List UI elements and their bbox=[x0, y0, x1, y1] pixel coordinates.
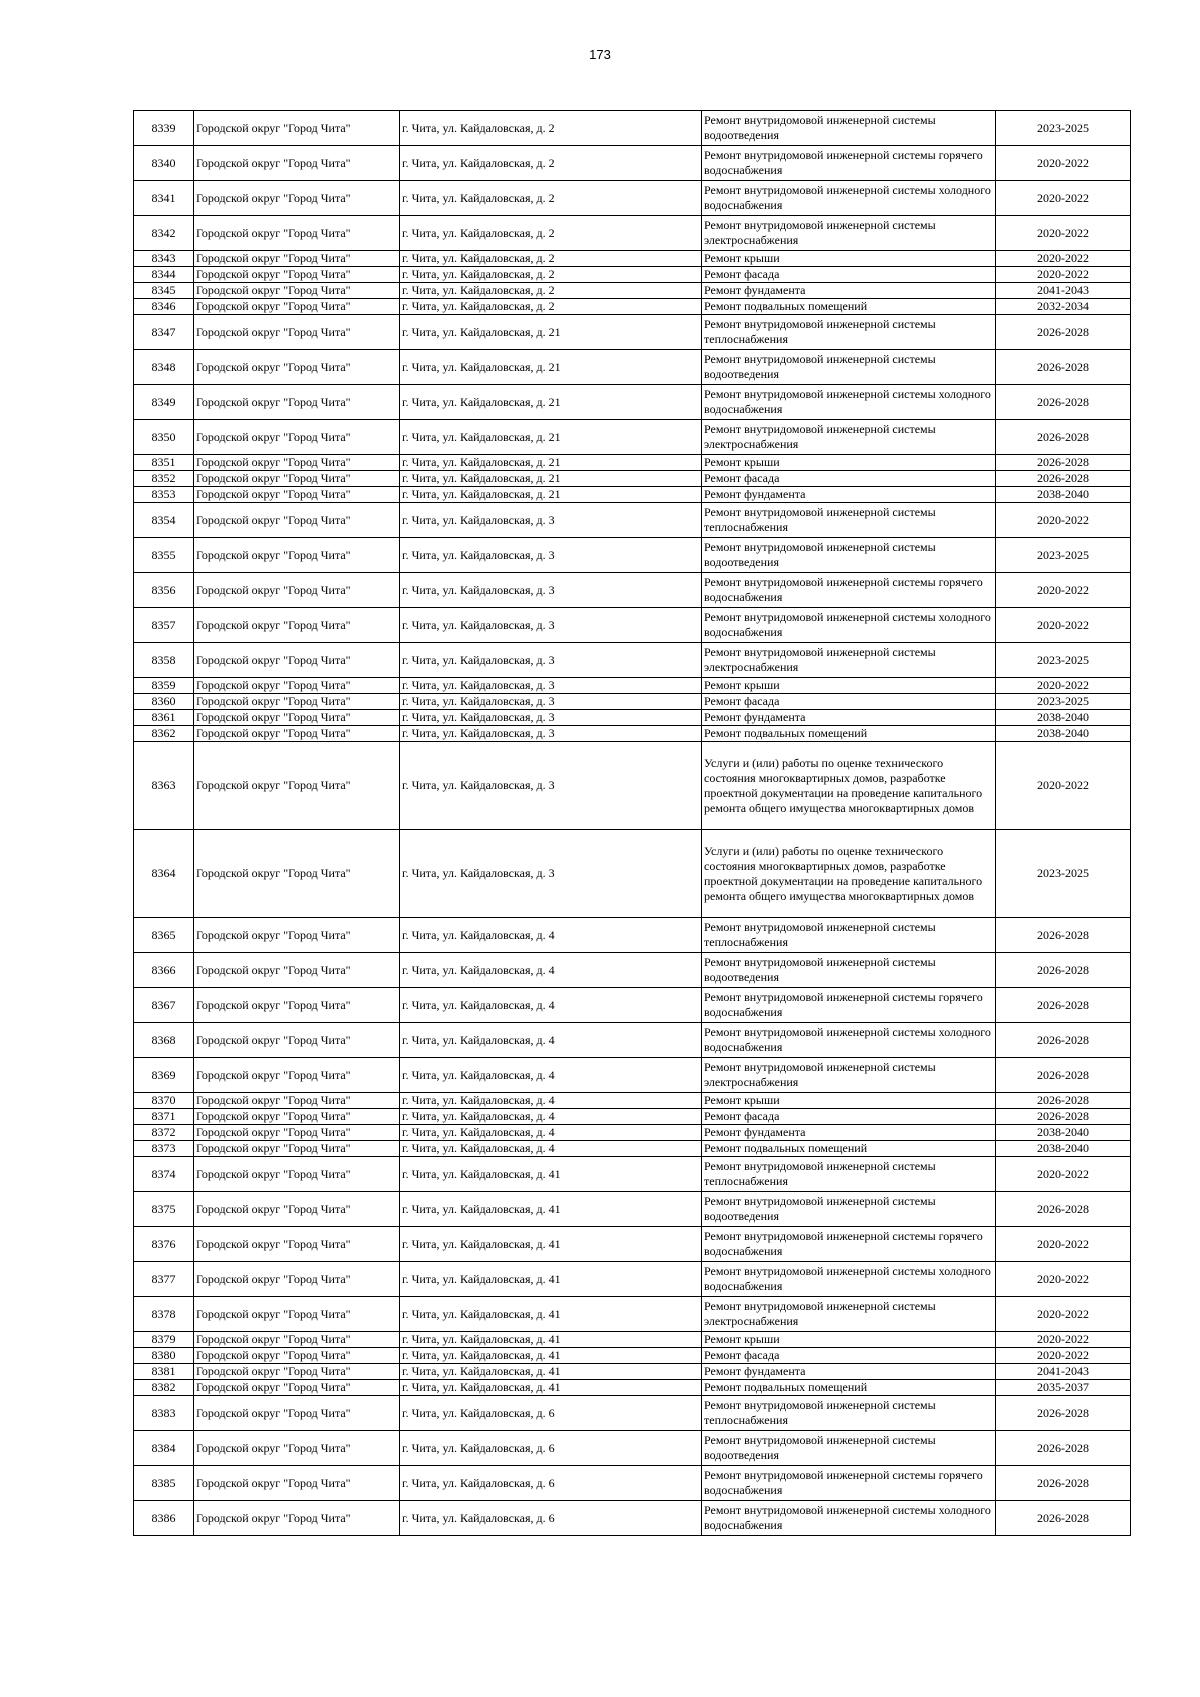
period-cell: 2026-2028 bbox=[996, 1501, 1131, 1536]
municipality-cell: Городской округ "Город Чита" bbox=[194, 487, 400, 503]
row-number-cell: 8350 bbox=[134, 420, 194, 455]
work-type-cell: Ремонт фундамента bbox=[702, 283, 996, 299]
work-type-cell: Ремонт фасада bbox=[702, 1348, 996, 1364]
address-cell: г. Чита, ул. Кайдаловская, д. 3 bbox=[400, 830, 702, 918]
work-type-cell: Ремонт внутридомовой инженерной системы водоотведения bbox=[702, 538, 996, 573]
address-cell: г. Чита, ул. Кайдаловская, д. 4 bbox=[400, 1141, 702, 1157]
table-row bbox=[134, 1141, 1131, 1157]
table-row bbox=[134, 503, 1131, 538]
work-type-cell: Ремонт внутридомовой инженерной системы горячего водоснабжения bbox=[702, 1466, 996, 1501]
table-row bbox=[134, 918, 1131, 953]
municipality-cell: Городской округ "Город Чита" bbox=[194, 726, 400, 742]
repair-schedule-body bbox=[134, 111, 1131, 1536]
table-row bbox=[134, 385, 1131, 420]
table-row bbox=[134, 988, 1131, 1023]
municipality-cell: Городской округ "Город Чита" bbox=[194, 573, 400, 608]
period-cell: 2020-2022 bbox=[996, 1332, 1131, 1348]
municipality-cell: Городской округ "Город Чита" bbox=[194, 315, 400, 350]
period-cell: 2020-2022 bbox=[996, 1227, 1131, 1262]
row-number-cell: 8382 bbox=[134, 1380, 194, 1396]
address-cell: г. Чита, ул. Кайдаловская, д. 41 bbox=[400, 1227, 702, 1262]
address-cell: г. Чита, ул. Кайдаловская, д. 41 bbox=[400, 1332, 702, 1348]
period-cell: 2038-2040 bbox=[996, 1141, 1131, 1157]
row-number-cell: 8343 bbox=[134, 251, 194, 267]
municipality-cell: Городской округ "Город Чита" bbox=[194, 643, 400, 678]
row-number-cell: 8358 bbox=[134, 643, 194, 678]
table-row bbox=[134, 1157, 1131, 1192]
municipality-cell: Городской округ "Город Чита" bbox=[194, 181, 400, 216]
work-type-cell: Ремонт внутридомовой инженерной системы электроснабжения bbox=[702, 216, 996, 251]
period-cell: 2026-2028 bbox=[996, 1431, 1131, 1466]
work-type-cell: Ремонт внутридомовой инженерной системы теплоснабжения bbox=[702, 503, 996, 538]
period-cell: 2020-2022 bbox=[996, 503, 1131, 538]
municipality-cell: Городской округ "Город Чита" bbox=[194, 742, 400, 830]
period-cell: 2026-2028 bbox=[996, 315, 1131, 350]
municipality-cell: Городской округ "Город Чита" bbox=[194, 1396, 400, 1431]
row-number-cell: 8379 bbox=[134, 1332, 194, 1348]
table-row bbox=[134, 742, 1131, 830]
work-type-cell: Ремонт внутридомовой инженерной системы горячего водоснабжения bbox=[702, 1227, 996, 1262]
address-cell: г. Чита, ул. Кайдаловская, д. 2 bbox=[400, 181, 702, 216]
work-type-cell: Ремонт внутридомовой инженерной системы холодного водоснабжения bbox=[702, 1262, 996, 1297]
row-number-cell: 8362 bbox=[134, 726, 194, 742]
municipality-cell: Городской округ "Город Чита" bbox=[194, 710, 400, 726]
table-row bbox=[134, 1466, 1131, 1501]
work-type-cell: Ремонт подвальных помещений bbox=[702, 1380, 996, 1396]
work-type-cell: Ремонт внутридомовой инженерной системы теплоснабжения bbox=[702, 918, 996, 953]
row-number-cell: 8340 bbox=[134, 146, 194, 181]
municipality-cell: Городской округ "Город Чита" bbox=[194, 988, 400, 1023]
row-number-cell: 8374 bbox=[134, 1157, 194, 1192]
work-type-cell: Ремонт крыши bbox=[702, 678, 996, 694]
municipality-cell: Городской округ "Город Чита" bbox=[194, 830, 400, 918]
period-cell: 2026-2028 bbox=[996, 1396, 1131, 1431]
row-number-cell: 8384 bbox=[134, 1431, 194, 1466]
table-row bbox=[134, 694, 1131, 710]
row-number-cell: 8364 bbox=[134, 830, 194, 918]
municipality-cell: Городской округ "Город Чита" bbox=[194, 350, 400, 385]
table-row bbox=[134, 1125, 1131, 1141]
row-number-cell: 8373 bbox=[134, 1141, 194, 1157]
row-number-cell: 8342 bbox=[134, 216, 194, 251]
municipality-cell: Городской округ "Город Чита" bbox=[194, 503, 400, 538]
table-row bbox=[134, 350, 1131, 385]
period-cell: 2020-2022 bbox=[996, 251, 1131, 267]
row-number-cell: 8369 bbox=[134, 1058, 194, 1093]
table-row bbox=[134, 1431, 1131, 1466]
period-cell: 2026-2028 bbox=[996, 1093, 1131, 1109]
address-cell: г. Чита, ул. Кайдаловская, д. 21 bbox=[400, 471, 702, 487]
row-number-cell: 8385 bbox=[134, 1466, 194, 1501]
municipality-cell: Городской округ "Город Чита" bbox=[194, 1364, 400, 1380]
row-number-cell: 8371 bbox=[134, 1109, 194, 1125]
table-row bbox=[134, 678, 1131, 694]
work-type-cell: Ремонт фундамента bbox=[702, 1125, 996, 1141]
work-type-cell: Ремонт фундамента bbox=[702, 710, 996, 726]
address-cell: г. Чита, ул. Кайдаловская, д. 3 bbox=[400, 694, 702, 710]
municipality-cell: Городской округ "Город Чита" bbox=[194, 1431, 400, 1466]
period-cell: 2041-2043 bbox=[996, 283, 1131, 299]
work-type-cell: Ремонт внутридомовой инженерной системы водоотведения bbox=[702, 350, 996, 385]
period-cell: 2020-2022 bbox=[996, 1157, 1131, 1192]
row-number-cell: 8357 bbox=[134, 608, 194, 643]
period-cell: 2026-2028 bbox=[996, 918, 1131, 953]
work-type-cell: Ремонт фасада bbox=[702, 267, 996, 283]
address-cell: г. Чита, ул. Кайдаловская, д. 41 bbox=[400, 1364, 702, 1380]
period-cell: 2023-2025 bbox=[996, 694, 1131, 710]
municipality-cell: Городской округ "Город Чита" bbox=[194, 1192, 400, 1227]
address-cell: г. Чита, ул. Кайдаловская, д. 4 bbox=[400, 1058, 702, 1093]
table-row bbox=[134, 420, 1131, 455]
period-cell: 2026-2028 bbox=[996, 420, 1131, 455]
row-number-cell: 8351 bbox=[134, 455, 194, 471]
address-cell: г. Чита, ул. Кайдаловская, д. 21 bbox=[400, 455, 702, 471]
municipality-cell: Городской округ "Город Чита" bbox=[194, 299, 400, 315]
table-row bbox=[134, 1364, 1131, 1380]
work-type-cell: Ремонт подвальных помещений bbox=[702, 299, 996, 315]
address-cell: г. Чита, ул. Кайдаловская, д. 3 bbox=[400, 573, 702, 608]
period-cell: 2026-2028 bbox=[996, 1058, 1131, 1093]
period-cell: 2020-2022 bbox=[996, 608, 1131, 643]
work-type-cell: Ремонт внутридомовой инженерной системы холодного водоснабжения bbox=[702, 181, 996, 216]
municipality-cell: Городской округ "Город Чита" bbox=[194, 1109, 400, 1125]
municipality-cell: Городской округ "Город Чита" bbox=[194, 1141, 400, 1157]
address-cell: г. Чита, ул. Кайдаловская, д. 4 bbox=[400, 988, 702, 1023]
work-type-cell: Ремонт внутридомовой инженерной системы электроснабжения bbox=[702, 1058, 996, 1093]
address-cell: г. Чита, ул. Кайдаловская, д. 2 bbox=[400, 267, 702, 283]
period-cell: 2020-2022 bbox=[996, 146, 1131, 181]
row-number-cell: 8353 bbox=[134, 487, 194, 503]
period-cell: 2020-2022 bbox=[996, 181, 1131, 216]
address-cell: г. Чита, ул. Кайдаловская, д. 21 bbox=[400, 315, 702, 350]
row-number-cell: 8355 bbox=[134, 538, 194, 573]
municipality-cell: Городской округ "Город Чита" bbox=[194, 420, 400, 455]
period-cell: 2020-2022 bbox=[996, 742, 1131, 830]
row-number-cell: 8377 bbox=[134, 1262, 194, 1297]
period-cell: 2035-2037 bbox=[996, 1380, 1131, 1396]
municipality-cell: Городской округ "Город Чита" bbox=[194, 471, 400, 487]
work-type-cell: Ремонт фасада bbox=[702, 694, 996, 710]
work-type-cell: Услуги и (или) работы по оценке технического состояния многоквартирных домов, разработке проектной документации на проведение капитального ремонта общего имущества многоквартирных домов bbox=[702, 742, 996, 830]
address-cell: г. Чита, ул. Кайдаловская, д. 4 bbox=[400, 1125, 702, 1141]
row-number-cell: 8346 bbox=[134, 299, 194, 315]
table-row bbox=[134, 111, 1131, 146]
municipality-cell: Городской округ "Город Чита" bbox=[194, 146, 400, 181]
municipality-cell: Городской округ "Город Чита" bbox=[194, 385, 400, 420]
work-type-cell: Ремонт внутридомовой инженерной системы горячего водоснабжения bbox=[702, 988, 996, 1023]
address-cell: г. Чита, ул. Кайдаловская, д. 3 bbox=[400, 643, 702, 678]
period-cell: 2020-2022 bbox=[996, 573, 1131, 608]
address-cell: г. Чита, ул. Кайдаловская, д. 6 bbox=[400, 1466, 702, 1501]
municipality-cell: Городской округ "Город Чита" bbox=[194, 1466, 400, 1501]
period-cell: 2026-2028 bbox=[996, 385, 1131, 420]
row-number-cell: 8360 bbox=[134, 694, 194, 710]
address-cell: г. Чита, ул. Кайдаловская, д. 41 bbox=[400, 1348, 702, 1364]
municipality-cell: Городской округ "Город Чита" bbox=[194, 1227, 400, 1262]
municipality-cell: Городской округ "Город Чита" bbox=[194, 283, 400, 299]
address-cell: г. Чита, ул. Кайдаловская, д. 41 bbox=[400, 1157, 702, 1192]
table-row bbox=[134, 1093, 1131, 1109]
municipality-cell: Городской округ "Город Чита" bbox=[194, 918, 400, 953]
table-row bbox=[134, 1297, 1131, 1332]
work-type-cell: Ремонт крыши bbox=[702, 1093, 996, 1109]
work-type-cell: Ремонт внутридомовой инженерной системы электроснабжения bbox=[702, 643, 996, 678]
table-row bbox=[134, 471, 1131, 487]
period-cell: 2026-2028 bbox=[996, 1109, 1131, 1125]
period-cell: 2026-2028 bbox=[996, 1192, 1131, 1227]
table-row bbox=[134, 1380, 1131, 1396]
table-row bbox=[134, 455, 1131, 471]
period-cell: 2023-2025 bbox=[996, 111, 1131, 146]
municipality-cell: Городской округ "Город Чита" bbox=[194, 455, 400, 471]
work-type-cell: Ремонт внутридомовой инженерной системы теплоснабжения bbox=[702, 1157, 996, 1192]
row-number-cell: 8372 bbox=[134, 1125, 194, 1141]
table-row bbox=[134, 1023, 1131, 1058]
address-cell: г. Чита, ул. Кайдаловская, д. 3 bbox=[400, 503, 702, 538]
address-cell: г. Чита, ул. Кайдаловская, д. 4 bbox=[400, 1023, 702, 1058]
work-type-cell: Ремонт фундамента bbox=[702, 1364, 996, 1380]
row-number-cell: 8376 bbox=[134, 1227, 194, 1262]
work-type-cell: Ремонт внутридомовой инженерной системы водоотведения bbox=[702, 1431, 996, 1466]
period-cell: 2038-2040 bbox=[996, 1125, 1131, 1141]
municipality-cell: Городской округ "Город Чита" bbox=[194, 1262, 400, 1297]
table-row bbox=[134, 1396, 1131, 1431]
work-type-cell: Ремонт внутридомовой инженерной системы холодного водоснабжения bbox=[702, 608, 996, 643]
table-row bbox=[134, 181, 1131, 216]
address-cell: г. Чита, ул. Кайдаловская, д. 6 bbox=[400, 1501, 702, 1536]
row-number-cell: 8380 bbox=[134, 1348, 194, 1364]
address-cell: г. Чита, ул. Кайдаловская, д. 3 bbox=[400, 742, 702, 830]
table-row bbox=[134, 1332, 1131, 1348]
row-number-cell: 8345 bbox=[134, 283, 194, 299]
municipality-cell: Городской округ "Город Чита" bbox=[194, 678, 400, 694]
period-cell: 2020-2022 bbox=[996, 1262, 1131, 1297]
table-row bbox=[134, 216, 1131, 251]
address-cell: г. Чита, ул. Кайдаловская, д. 3 bbox=[400, 710, 702, 726]
row-number-cell: 8344 bbox=[134, 267, 194, 283]
table-row bbox=[134, 315, 1131, 350]
municipality-cell: Городской округ "Город Чита" bbox=[194, 111, 400, 146]
row-number-cell: 8367 bbox=[134, 988, 194, 1023]
period-cell: 2020-2022 bbox=[996, 216, 1131, 251]
row-number-cell: 8339 bbox=[134, 111, 194, 146]
table-row bbox=[134, 608, 1131, 643]
address-cell: г. Чита, ул. Кайдаловская, д. 4 bbox=[400, 918, 702, 953]
table-row bbox=[134, 267, 1131, 283]
work-type-cell: Ремонт внутридомовой инженерной системы электроснабжения bbox=[702, 420, 996, 455]
municipality-cell: Городской округ "Город Чита" bbox=[194, 1023, 400, 1058]
address-cell: г. Чита, ул. Кайдаловская, д. 21 bbox=[400, 487, 702, 503]
period-cell: 2026-2028 bbox=[996, 1466, 1131, 1501]
municipality-cell: Городской округ "Город Чита" bbox=[194, 1093, 400, 1109]
table-row bbox=[134, 299, 1131, 315]
row-number-cell: 8378 bbox=[134, 1297, 194, 1332]
address-cell: г. Чита, ул. Кайдаловская, д. 41 bbox=[400, 1262, 702, 1297]
table-row bbox=[134, 643, 1131, 678]
work-type-cell: Ремонт подвальных помещений bbox=[702, 1141, 996, 1157]
table-row bbox=[134, 830, 1131, 918]
municipality-cell: Городской округ "Город Чита" bbox=[194, 1297, 400, 1332]
work-type-cell: Ремонт внутридомовой инженерной системы холодного водоснабжения bbox=[702, 385, 996, 420]
period-cell: 2026-2028 bbox=[996, 1023, 1131, 1058]
address-cell: г. Чита, ул. Кайдаловская, д. 4 bbox=[400, 1093, 702, 1109]
work-type-cell: Ремонт внутридомовой инженерной системы теплоснабжения bbox=[702, 315, 996, 350]
table-row bbox=[134, 953, 1131, 988]
work-type-cell: Ремонт внутридомовой инженерной системы горячего водоснабжения bbox=[702, 573, 996, 608]
repair-schedule-table bbox=[133, 110, 1131, 1536]
row-number-cell: 8347 bbox=[134, 315, 194, 350]
work-type-cell: Ремонт внутридомовой инженерной системы холодного водоснабжения bbox=[702, 1023, 996, 1058]
municipality-cell: Городской округ "Город Чита" bbox=[194, 1332, 400, 1348]
work-type-cell: Ремонт подвальных помещений bbox=[702, 726, 996, 742]
row-number-cell: 8375 bbox=[134, 1192, 194, 1227]
work-type-cell: Ремонт крыши bbox=[702, 1332, 996, 1348]
work-type-cell: Ремонт фасада bbox=[702, 471, 996, 487]
municipality-cell: Городской округ "Город Чита" bbox=[194, 1157, 400, 1192]
address-cell: г. Чита, ул. Кайдаловская, д. 6 bbox=[400, 1396, 702, 1431]
address-cell: г. Чита, ул. Кайдаловская, д. 3 bbox=[400, 726, 702, 742]
table-row bbox=[134, 1058, 1131, 1093]
period-cell: 2026-2028 bbox=[996, 953, 1131, 988]
work-type-cell: Ремонт внутридомовой инженерной системы водоотведения bbox=[702, 111, 996, 146]
row-number-cell: 8354 bbox=[134, 503, 194, 538]
period-cell: 2023-2025 bbox=[996, 643, 1131, 678]
row-number-cell: 8386 bbox=[134, 1501, 194, 1536]
row-number-cell: 8365 bbox=[134, 918, 194, 953]
period-cell: 2020-2022 bbox=[996, 1297, 1131, 1332]
work-type-cell: Ремонт фундамента bbox=[702, 487, 996, 503]
address-cell: г. Чита, ул. Кайдаловская, д. 2 bbox=[400, 111, 702, 146]
table-row bbox=[134, 710, 1131, 726]
period-cell: 2041-2043 bbox=[996, 1364, 1131, 1380]
period-cell: 2026-2028 bbox=[996, 988, 1131, 1023]
address-cell: г. Чита, ул. Кайдаловская, д. 4 bbox=[400, 953, 702, 988]
address-cell: г. Чита, ул. Кайдаловская, д. 41 bbox=[400, 1192, 702, 1227]
table-row bbox=[134, 251, 1131, 267]
period-cell: 2020-2022 bbox=[996, 678, 1131, 694]
municipality-cell: Городской округ "Город Чита" bbox=[194, 953, 400, 988]
row-number-cell: 8349 bbox=[134, 385, 194, 420]
table-row bbox=[134, 1109, 1131, 1125]
work-type-cell: Ремонт внутридомовой инженерной системы электроснабжения bbox=[702, 1297, 996, 1332]
address-cell: г. Чита, ул. Кайдаловская, д. 6 bbox=[400, 1431, 702, 1466]
table-row bbox=[134, 1501, 1131, 1536]
municipality-cell: Городской округ "Город Чита" bbox=[194, 216, 400, 251]
address-cell: г. Чита, ул. Кайдаловская, д. 3 bbox=[400, 678, 702, 694]
address-cell: г. Чита, ул. Кайдаловская, д. 41 bbox=[400, 1297, 702, 1332]
table-row bbox=[134, 1192, 1131, 1227]
period-cell: 2038-2040 bbox=[996, 710, 1131, 726]
row-number-cell: 8359 bbox=[134, 678, 194, 694]
municipality-cell: Городской округ "Город Чита" bbox=[194, 694, 400, 710]
row-number-cell: 8341 bbox=[134, 181, 194, 216]
period-cell: 2020-2022 bbox=[996, 267, 1131, 283]
work-type-cell: Ремонт внутридомовой инженерной системы водоотведения bbox=[702, 1192, 996, 1227]
work-type-cell: Ремонт крыши bbox=[702, 251, 996, 267]
municipality-cell: Городской округ "Город Чита" bbox=[194, 1380, 400, 1396]
address-cell: г. Чита, ул. Кайдаловская, д. 2 bbox=[400, 283, 702, 299]
table-row bbox=[134, 283, 1131, 299]
work-type-cell: Ремонт внутридомовой инженерной системы холодного водоснабжения bbox=[702, 1501, 996, 1536]
municipality-cell: Городской округ "Город Чита" bbox=[194, 267, 400, 283]
municipality-cell: Городской округ "Город Чита" bbox=[194, 1058, 400, 1093]
page-number: 173 bbox=[589, 47, 611, 62]
municipality-cell: Городской округ "Город Чита" bbox=[194, 1501, 400, 1536]
period-cell: 2038-2040 bbox=[996, 726, 1131, 742]
address-cell: г. Чита, ул. Кайдаловская, д. 21 bbox=[400, 385, 702, 420]
row-number-cell: 8352 bbox=[134, 471, 194, 487]
work-type-cell: Ремонт крыши bbox=[702, 455, 996, 471]
work-type-cell: Услуги и (или) работы по оценке технического состояния многоквартирных домов, разработке проектной документации на проведение капитального ремонта общего имущества многоквартирных домов bbox=[702, 830, 996, 918]
address-cell: г. Чита, ул. Кайдаловская, д. 21 bbox=[400, 420, 702, 455]
work-type-cell: Ремонт фасада bbox=[702, 1109, 996, 1125]
municipality-cell: Городской округ "Город Чита" bbox=[194, 251, 400, 267]
municipality-cell: Городской округ "Город Чита" bbox=[194, 1348, 400, 1364]
period-cell: 2026-2028 bbox=[996, 471, 1131, 487]
address-cell: г. Чита, ул. Кайдаловская, д. 2 bbox=[400, 251, 702, 267]
table-row bbox=[134, 487, 1131, 503]
municipality-cell: Городской округ "Город Чита" bbox=[194, 608, 400, 643]
address-cell: г. Чита, ул. Кайдаловская, д. 4 bbox=[400, 1109, 702, 1125]
period-cell: 2023-2025 bbox=[996, 830, 1131, 918]
table-row bbox=[134, 146, 1131, 181]
period-cell: 2026-2028 bbox=[996, 350, 1131, 385]
table-row bbox=[134, 1262, 1131, 1297]
table-row bbox=[134, 1227, 1131, 1262]
period-cell: 2032-2034 bbox=[996, 299, 1131, 315]
period-cell: 2026-2028 bbox=[996, 455, 1131, 471]
table-row bbox=[134, 538, 1131, 573]
work-type-cell: Ремонт внутридомовой инженерной системы теплоснабжения bbox=[702, 1396, 996, 1431]
row-number-cell: 8381 bbox=[134, 1364, 194, 1380]
period-cell: 2023-2025 bbox=[996, 538, 1131, 573]
address-cell: г. Чита, ул. Кайдаловская, д. 21 bbox=[400, 350, 702, 385]
row-number-cell: 8370 bbox=[134, 1093, 194, 1109]
period-cell: 2020-2022 bbox=[996, 1348, 1131, 1364]
work-type-cell: Ремонт внутридомовой инженерной системы водоотведения bbox=[702, 953, 996, 988]
row-number-cell: 8361 bbox=[134, 710, 194, 726]
row-number-cell: 8368 bbox=[134, 1023, 194, 1058]
municipality-cell: Городской округ "Город Чита" bbox=[194, 1125, 400, 1141]
municipality-cell: Городской округ "Город Чита" bbox=[194, 538, 400, 573]
table-row bbox=[134, 1348, 1131, 1364]
row-number-cell: 8366 bbox=[134, 953, 194, 988]
address-cell: г. Чита, ул. Кайдаловская, д. 3 bbox=[400, 608, 702, 643]
period-cell: 2038-2040 bbox=[996, 487, 1131, 503]
address-cell: г. Чита, ул. Кайдаловская, д. 41 bbox=[400, 1380, 702, 1396]
row-number-cell: 8383 bbox=[134, 1396, 194, 1431]
row-number-cell: 8363 bbox=[134, 742, 194, 830]
work-type-cell: Ремонт внутридомовой инженерной системы горячего водоснабжения bbox=[702, 146, 996, 181]
table-row bbox=[134, 726, 1131, 742]
address-cell: г. Чита, ул. Кайдаловская, д. 2 bbox=[400, 216, 702, 251]
address-cell: г. Чита, ул. Кайдаловская, д. 3 bbox=[400, 538, 702, 573]
row-number-cell: 8348 bbox=[134, 350, 194, 385]
row-number-cell: 8356 bbox=[134, 573, 194, 608]
address-cell: г. Чита, ул. Кайдаловская, д. 2 bbox=[400, 146, 702, 181]
address-cell: г. Чита, ул. Кайдаловская, д. 2 bbox=[400, 299, 702, 315]
table-row bbox=[134, 573, 1131, 608]
